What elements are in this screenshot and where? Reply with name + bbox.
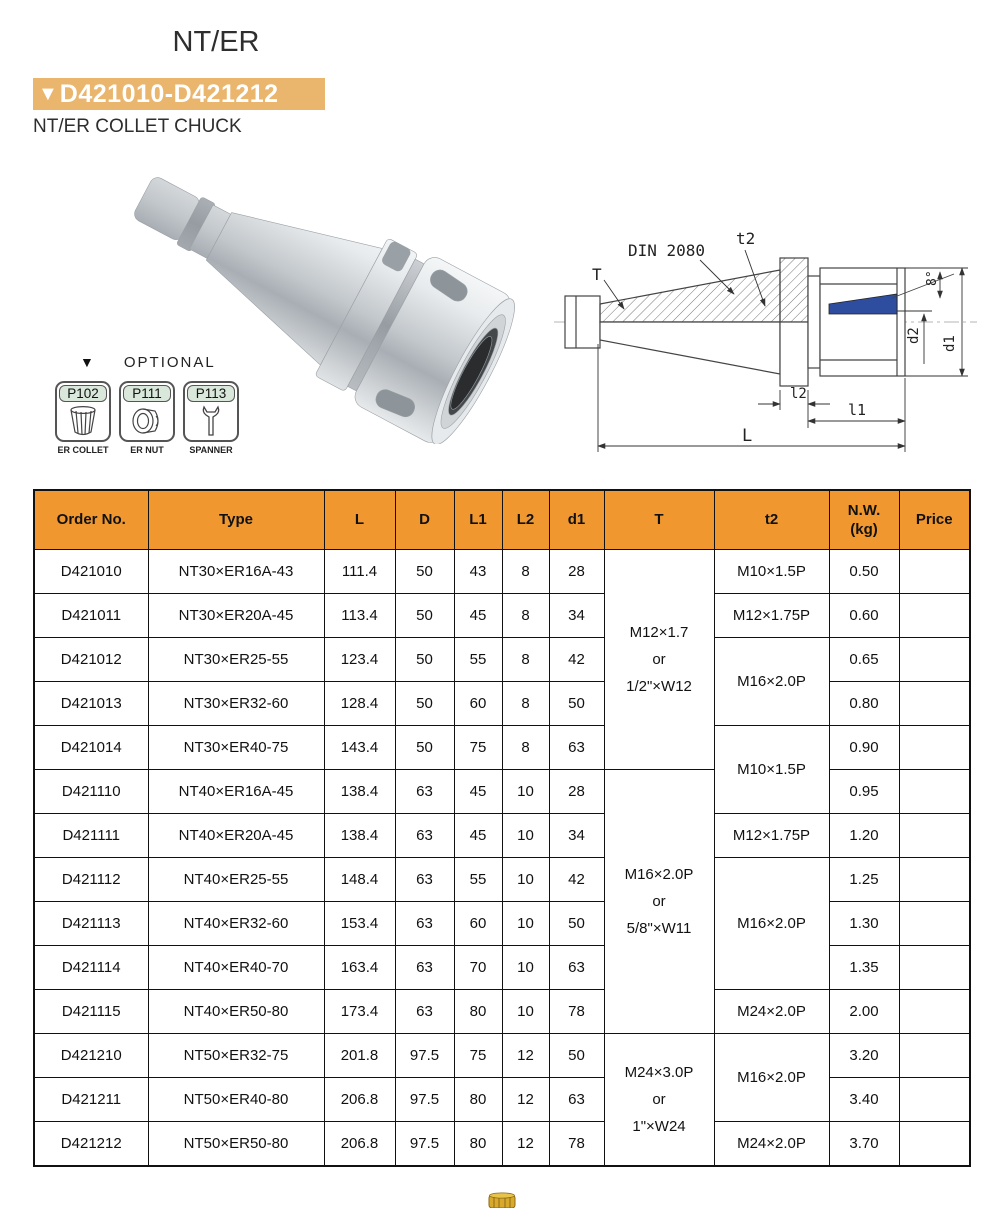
dim-D-cell: 97.5 [395,1034,454,1078]
net-weight-cell: 1.35 [829,946,899,990]
net-weight-cell: 0.60 [829,594,899,638]
thread-t2-cell: M16×2.0P [714,1034,829,1122]
type-cell: NT50×ER40-80 [148,1078,324,1122]
dim-L-cell: 153.4 [324,902,395,946]
spec-table [33,489,971,1167]
dim-L1-cell: 43 [454,550,502,594]
technical-drawing [552,214,999,472]
order-no-cell: D421011 [34,594,148,638]
column-header: L2 [502,490,549,550]
dim-D-cell: 50 [395,682,454,726]
dim-L2-cell: 8 [502,638,549,682]
price-cell [899,858,970,902]
order-no-cell: D421114 [34,946,148,990]
dim-d1-cell: 63 [549,1078,604,1122]
spanner-label: SPANNER [189,445,233,455]
price-cell [899,594,970,638]
type-cell: NT30×ER40-75 [148,726,324,770]
price-cell [899,726,970,770]
label-din-2080: DIN 2080 [628,241,706,260]
table-row [34,550,970,594]
table-row [34,638,970,682]
order-no-cell: D421111 [34,814,148,858]
type-cell: NT50×ER50-80 [148,1122,324,1167]
thread-t2-cell: M10×1.5P [714,726,829,814]
price-cell [899,990,970,1034]
page-title: NT/ER [172,26,260,58]
dim-D-cell: 97.5 [395,1122,454,1167]
er-collet-card [55,381,111,442]
triangle-marker-icon: ▼ [80,354,94,370]
er-collet-code: P102 [59,385,107,402]
label-L: L [742,426,753,446]
dim-L1-cell: 45 [454,594,502,638]
dim-D-cell: 97.5 [395,1078,454,1122]
table-row [34,858,970,902]
dim-L1-cell: 80 [454,1078,502,1122]
price-cell [899,550,970,594]
er-nut-code: P111 [123,385,171,402]
section-view [554,258,977,386]
dim-L1-cell: 55 [454,858,502,902]
order-no-cell: D421010 [34,550,148,594]
column-header: L [324,490,395,550]
price-cell [899,1122,970,1167]
dim-D-cell: 50 [395,726,454,770]
optional-section [48,352,280,455]
label-angle-8deg: 8° [925,270,940,286]
dim-d1-cell: 50 [549,1034,604,1078]
column-header: Type [148,490,324,550]
order-no-cell: D421212 [34,1122,148,1167]
dim-L-cell: 128.4 [324,682,395,726]
dim-d1-cell: 63 [549,946,604,990]
net-weight-cell: 3.20 [829,1034,899,1078]
label-T: T [592,265,602,284]
table-row [34,946,970,990]
dim-L2-cell: 10 [502,858,549,902]
dim-d1-cell: 78 [549,1122,604,1167]
label-t2: t2 [736,229,756,248]
dim-L1-cell: 45 [454,814,502,858]
triangle-marker-icon: ▼ [38,83,58,105]
price-cell [899,1034,970,1078]
type-cell: NT40×ER50-80 [148,990,324,1034]
header-row [34,490,970,550]
dim-d1-cell: 42 [549,638,604,682]
thread-t2-cell: M24×2.0P [714,990,829,1034]
order-no-cell: D421210 [34,1034,148,1078]
order-no-cell: D421110 [34,770,148,814]
price-cell [899,814,970,858]
column-header: N.W. (kg) [829,490,899,550]
dim-L-cell: 148.4 [324,858,395,902]
thread-T-cell: M16×2.0P or 5/8"×W11 [604,770,714,1034]
column-header: L1 [454,490,502,550]
thread-t2-cell: M10×1.5P [714,550,829,594]
dim-L-cell: 201.8 [324,1034,395,1078]
type-cell: NT40×ER40-70 [148,946,324,990]
dim-L1-cell: 80 [454,990,502,1034]
type-cell: NT30×ER16A-43 [148,550,324,594]
dim-d1-cell: 28 [549,550,604,594]
net-weight-cell: 0.95 [829,770,899,814]
dim-L2-cell: 8 [502,550,549,594]
thread-T-cell: M12×1.7 or 1/2"×W12 [604,550,714,770]
type-cell: NT30×ER20A-45 [148,594,324,638]
table-row [34,990,970,1034]
table-row [34,814,970,858]
label-d2: d2 [906,327,922,344]
net-weight-cell: 1.20 [829,814,899,858]
thread-t2-cell: M12×1.75P [714,594,829,638]
net-weight-cell: 2.00 [829,990,899,1034]
price-cell [899,1078,970,1122]
series-banner [33,78,325,110]
column-header: d1 [549,490,604,550]
label-l2: l2 [790,386,807,402]
thread-t2-cell: M24×2.0P [714,1122,829,1167]
price-cell [899,770,970,814]
type-cell: NT40×ER20A-45 [148,814,324,858]
order-no-cell: D421012 [34,638,148,682]
dim-d1-cell: 34 [549,814,604,858]
table-row [34,1034,970,1078]
net-weight-cell: 0.50 [829,550,899,594]
net-weight-cell: 0.90 [829,726,899,770]
column-header: t2 [714,490,829,550]
dim-D-cell: 50 [395,594,454,638]
dim-d1-cell: 50 [549,682,604,726]
er-collet-label: ER COLLET [57,445,109,455]
dim-L2-cell: 8 [502,726,549,770]
column-header: D [395,490,454,550]
dim-d1-cell: 50 [549,902,604,946]
dim-L-cell: 206.8 [324,1122,395,1167]
column-header: T [604,490,714,550]
dim-d1-cell: 34 [549,594,604,638]
type-cell: NT40×ER25-55 [148,858,324,902]
type-cell: NT40×ER16A-45 [148,770,324,814]
column-header: Order No. [34,490,148,550]
net-weight-cell: 0.65 [829,638,899,682]
dim-L-cell: 138.4 [324,770,395,814]
dim-L1-cell: 55 [454,638,502,682]
dim-L-cell: 206.8 [324,1078,395,1122]
optional-header [48,352,280,372]
optional-cards [54,381,280,455]
dim-L2-cell: 10 [502,814,549,858]
dim-L2-cell: 12 [502,1122,549,1167]
collet-thumbnail-icon [487,1192,517,1208]
table-row [34,726,970,770]
dim-D-cell: 63 [395,902,454,946]
dim-L-cell: 123.4 [324,638,395,682]
thread-T-cell: M24×3.0P or 1"×W24 [604,1034,714,1167]
order-no-cell: D421211 [34,1078,148,1122]
optional-heading: OPTIONAL [123,353,216,371]
dim-L2-cell: 10 [502,990,549,1034]
optional-item-er-collet [54,381,112,455]
optional-item-er-nut [118,381,176,455]
order-no-cell: D421112 [34,858,148,902]
er-nut-card [119,381,175,442]
dim-L1-cell: 60 [454,682,502,726]
er-collet-icon [57,402,109,440]
dim-d1-cell: 63 [549,726,604,770]
type-cell: NT50×ER32-75 [148,1034,324,1078]
dim-L-cell: 173.4 [324,990,395,1034]
dim-L2-cell: 12 [502,1078,549,1122]
dim-L2-cell: 8 [502,594,549,638]
spanner-icon [185,402,237,440]
spanner-card [183,381,239,442]
thread-t2-cell: M16×2.0P [714,858,829,990]
dim-L1-cell: 70 [454,946,502,990]
order-no-cell: D421113 [34,902,148,946]
dim-L2-cell: 8 [502,682,549,726]
dim-L2-cell: 10 [502,902,549,946]
type-cell: NT30×ER25-55 [148,638,324,682]
er-nut-icon [121,402,173,440]
spanner-code: P113 [187,385,235,402]
dim-L1-cell: 75 [454,726,502,770]
optional-item-spanner [182,381,240,455]
order-no-cell: D421013 [34,682,148,726]
type-cell: NT40×ER32-60 [148,902,324,946]
type-cell: NT30×ER32-60 [148,682,324,726]
dim-L-cell: 111.4 [324,550,395,594]
price-cell [899,946,970,990]
net-weight-cell: 1.30 [829,902,899,946]
table-row [34,770,970,814]
net-weight-cell: 0.80 [829,682,899,726]
table-row [34,1078,970,1122]
table-row [34,1122,970,1167]
dim-L-cell: 163.4 [324,946,395,990]
table-row [34,594,970,638]
er-nut-label: ER NUT [130,445,164,455]
dim-L2-cell: 12 [502,1034,549,1078]
price-cell [899,902,970,946]
dim-L-cell: 143.4 [324,726,395,770]
spec-table-body [34,550,970,1167]
dim-L1-cell: 80 [454,1122,502,1167]
series-range-label: D421010-D421212 [59,79,279,108]
column-header: Price [899,490,970,550]
net-weight-cell: 3.40 [829,1078,899,1122]
table-row [34,682,970,726]
dim-L2-cell: 10 [502,770,549,814]
thread-t2-cell: M12×1.75P [714,814,829,858]
order-no-cell: D421115 [34,990,148,1034]
thread-t2-cell: M16×2.0P [714,638,829,726]
product-subtitle: NT/ER COLLET CHUCK [33,116,242,137]
net-weight-cell: 3.70 [829,1122,899,1167]
price-cell [899,682,970,726]
price-cell [899,638,970,682]
dim-L1-cell: 45 [454,770,502,814]
dim-D-cell: 63 [395,814,454,858]
dim-L-cell: 138.4 [324,814,395,858]
dim-L1-cell: 60 [454,902,502,946]
label-d1: d1 [942,335,958,352]
dim-d1-cell: 78 [549,990,604,1034]
label-l1: l1 [848,401,867,419]
dim-L-cell: 113.4 [324,594,395,638]
dim-d1-cell: 28 [549,770,604,814]
dim-D-cell: 63 [395,770,454,814]
net-weight-cell: 1.25 [829,858,899,902]
dim-D-cell: 63 [395,946,454,990]
order-no-cell: D421014 [34,726,148,770]
table-row [34,902,970,946]
dim-d1-cell: 42 [549,858,604,902]
dim-L1-cell: 75 [454,1034,502,1078]
dim-D-cell: 50 [395,550,454,594]
dim-D-cell: 50 [395,638,454,682]
dim-D-cell: 63 [395,990,454,1034]
dim-D-cell: 63 [395,858,454,902]
dim-L2-cell: 10 [502,946,549,990]
